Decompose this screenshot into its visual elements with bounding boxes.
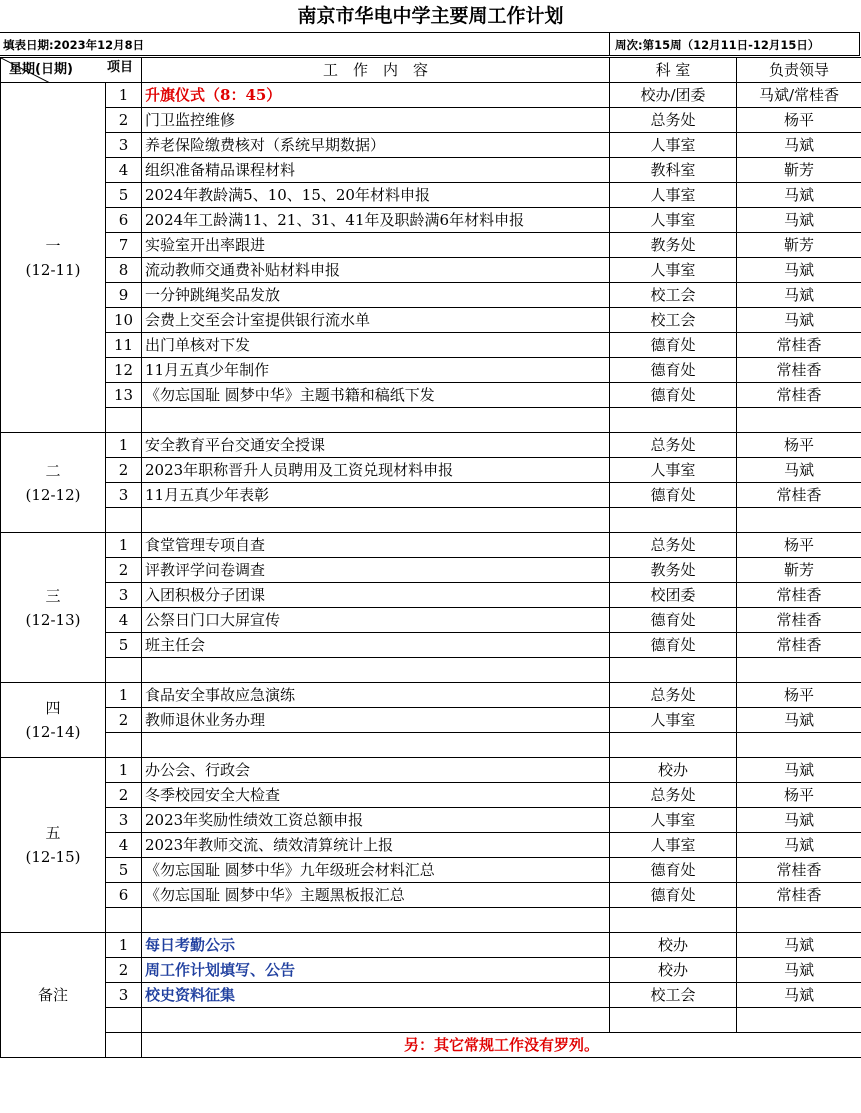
table-row	[1, 758, 861, 783]
table-row	[1, 708, 861, 733]
item-content: 食堂管理专项自查	[142, 533, 610, 558]
day-name: 一	[45, 236, 61, 255]
item-leader: 马斌	[737, 833, 861, 858]
item-dept: 人事室	[610, 133, 737, 158]
item-dept: 德育处	[610, 633, 737, 658]
table-row	[1, 208, 861, 233]
blank-cell	[737, 408, 861, 433]
item-number: 2	[106, 783, 142, 808]
item-leader: 马斌/常桂香	[737, 83, 861, 108]
item-content: 出门单核对下发	[142, 333, 610, 358]
item-leader: 马斌	[737, 708, 861, 733]
item-dept: 总务处	[610, 783, 737, 808]
item-content: 评教评学问卷调查	[142, 558, 610, 583]
week-info: 周次:第15周（12月11日-12月15日）	[609, 32, 860, 56]
item-content: 校史资料征集	[142, 983, 610, 1008]
table-row	[1, 433, 861, 458]
item-dept: 教务处	[610, 558, 737, 583]
blank-cell	[610, 908, 737, 933]
blank-row	[1, 408, 861, 433]
blank-cell	[106, 1008, 142, 1033]
table-row	[1, 983, 861, 1008]
item-leader: 常桂香	[737, 583, 861, 608]
item-content: 一分钟跳绳奖品发放	[142, 283, 610, 308]
item-dept: 德育处	[610, 383, 737, 408]
day-name: 五	[45, 824, 61, 842]
blank-cell	[106, 1033, 142, 1058]
work-plan-table	[0, 57, 861, 1058]
header-row	[1, 58, 861, 83]
table-row	[1, 83, 861, 108]
item-number: 7	[106, 233, 142, 258]
item-content: 2024年教龄满5、10、15、20年材料申报	[142, 183, 610, 208]
item-dept: 总务处	[610, 433, 737, 458]
table-row	[1, 933, 861, 958]
item-content: 《勿忘国耻 圆梦中华》主题书籍和稿纸下发	[142, 383, 610, 408]
item-number: 3	[106, 483, 142, 508]
item-number: 1	[106, 683, 142, 708]
blank-cell	[610, 658, 737, 683]
item-content: 周工作计划填写、公告	[142, 958, 610, 983]
day-name: 四	[45, 699, 61, 717]
item-dept: 总务处	[610, 108, 737, 133]
day-date: (12-12)	[25, 485, 81, 504]
item-number: 8	[106, 258, 142, 283]
table-row	[1, 233, 861, 258]
item-content: 11月五真少年表彰	[142, 483, 610, 508]
item-dept: 德育处	[610, 608, 737, 633]
blank-cell	[610, 408, 737, 433]
item-number: 4	[106, 833, 142, 858]
blank-cell	[142, 508, 610, 533]
table-row	[1, 333, 861, 358]
blank-cell	[737, 733, 861, 758]
fill-date: 填表日期:2023年12月8日	[0, 32, 609, 56]
item-dept: 校工会	[610, 283, 737, 308]
item-dept: 教科室	[610, 158, 737, 183]
blank-cell	[106, 408, 142, 433]
day-cell	[1, 758, 106, 933]
table-row	[1, 133, 861, 158]
blank-cell	[737, 508, 861, 533]
header-leader: 负责领导	[737, 58, 861, 83]
item-dept: 德育处	[610, 333, 737, 358]
item-content: 教师退休业务办理	[142, 708, 610, 733]
item-leader: 马斌	[737, 458, 861, 483]
blank-row	[1, 508, 861, 533]
item-dept: 人事室	[610, 183, 737, 208]
table-row	[1, 358, 861, 383]
item-leader: 常桂香	[737, 608, 861, 633]
item-number: 3	[106, 133, 142, 158]
header-weekday-label: 星期(日期)	[9, 62, 73, 77]
item-number: 1	[106, 933, 142, 958]
item-leader: 马斌	[737, 758, 861, 783]
item-content: 安全教育平台交通安全授课	[142, 433, 610, 458]
blank-cell	[142, 658, 610, 683]
table-row	[1, 108, 861, 133]
item-dept: 校工会	[610, 983, 737, 1008]
blank-row	[1, 658, 861, 683]
table-row	[1, 483, 861, 508]
day-cell	[1, 433, 106, 533]
item-dept: 人事室	[610, 808, 737, 833]
item-leader: 靳芳	[737, 558, 861, 583]
item-number: 3	[106, 583, 142, 608]
item-leader: 杨平	[737, 533, 861, 558]
table-row	[1, 558, 861, 583]
item-leader: 常桂香	[737, 333, 861, 358]
item-leader: 杨平	[737, 433, 861, 458]
item-dept: 德育处	[610, 858, 737, 883]
item-dept: 总务处	[610, 683, 737, 708]
item-content: 11月五真少年制作	[142, 358, 610, 383]
blank-cell	[142, 408, 610, 433]
item-leader: 马斌	[737, 308, 861, 333]
table-row	[1, 883, 861, 908]
item-number: 2	[106, 108, 142, 133]
item-content: 食品安全事故应急演练	[142, 683, 610, 708]
item-number: 2	[106, 458, 142, 483]
item-number: 13	[106, 383, 142, 408]
day-date: (12-15)	[25, 848, 81, 866]
item-number: 5	[106, 183, 142, 208]
blank-cell	[610, 733, 737, 758]
item-leader: 常桂香	[737, 858, 861, 883]
header-content: 工 作 内 容	[142, 58, 610, 83]
table-row	[1, 633, 861, 658]
item-number: 3	[106, 983, 142, 1008]
table-row	[1, 608, 861, 633]
blank-cell	[142, 733, 610, 758]
table-row	[1, 308, 861, 333]
item-content: 冬季校园安全大检查	[142, 783, 610, 808]
item-content: 班主任会	[142, 633, 610, 658]
blank-cell	[106, 908, 142, 933]
item-dept: 校团委	[610, 583, 737, 608]
item-dept: 人事室	[610, 708, 737, 733]
item-number: 12	[106, 358, 142, 383]
blank-cell	[737, 908, 861, 933]
table-row	[1, 808, 861, 833]
item-leader: 常桂香	[737, 483, 861, 508]
item-dept: 德育处	[610, 358, 737, 383]
blank-row	[1, 908, 861, 933]
header-item-label: 项目	[106, 60, 133, 75]
blank-cell	[610, 508, 737, 533]
item-leader: 靳芳	[737, 158, 861, 183]
table-row	[1, 283, 861, 308]
item-leader: 常桂香	[737, 883, 861, 908]
header-dept: 科 室	[610, 58, 737, 83]
item-content: 2023年教师交流、绩效清算统计上报	[142, 833, 610, 858]
item-leader: 常桂香	[737, 383, 861, 408]
blank-row	[1, 733, 861, 758]
table-row	[1, 158, 861, 183]
item-leader: 马斌	[737, 258, 861, 283]
table-row	[1, 783, 861, 808]
header-corner-cell	[1, 58, 142, 83]
item-dept: 校工会	[610, 308, 737, 333]
work-plan-body	[1, 58, 861, 1058]
day-name: 二	[45, 461, 61, 480]
table-row	[1, 958, 861, 983]
blank-cell	[142, 908, 610, 933]
item-number: 6	[106, 208, 142, 233]
day-name: 备注	[37, 986, 68, 1004]
day-name: 三	[45, 586, 61, 605]
item-leader: 常桂香	[737, 358, 861, 383]
item-content: 每日考勤公示	[142, 933, 610, 958]
item-content: 会费上交至会计室提供银行流水单	[142, 308, 610, 333]
item-content: 实验室开出率跟进	[142, 233, 610, 258]
item-dept: 人事室	[610, 458, 737, 483]
item-number: 4	[106, 158, 142, 183]
item-content: 组织准备精品课程材料	[142, 158, 610, 183]
item-dept: 人事室	[610, 833, 737, 858]
item-content: 门卫监控维修	[142, 108, 610, 133]
day-cell	[1, 683, 106, 758]
table-row	[1, 833, 861, 858]
day-cell	[1, 83, 106, 433]
item-number: 11	[106, 333, 142, 358]
item-dept: 校办/团委	[610, 83, 737, 108]
item-number: 1	[106, 533, 142, 558]
page-title: 南京市华电中学主要周工作计划	[297, 5, 564, 27]
other-note: 另：其它常规工作没有罗列。	[142, 1033, 861, 1058]
item-content: 《勿忘国耻 圆梦中华》九年级班会材料汇总	[142, 858, 610, 883]
day-date: (12-11)	[25, 260, 81, 279]
item-leader: 杨平	[737, 108, 861, 133]
other-row	[1, 1033, 861, 1058]
item-dept: 校办	[610, 958, 737, 983]
item-dept: 校办	[610, 758, 737, 783]
blank-cell	[610, 1008, 737, 1033]
blank-cell	[106, 508, 142, 533]
item-number: 5	[106, 633, 142, 658]
table-row	[1, 383, 861, 408]
item-leader: 马斌	[737, 133, 861, 158]
item-dept: 总务处	[610, 533, 737, 558]
item-number: 4	[106, 608, 142, 633]
item-number: 1	[106, 83, 142, 108]
item-content: 2024年工龄满11、21、31、41年及职龄满6年材料申报	[142, 208, 610, 233]
item-content: 流动教师交通费补贴材料申报	[142, 258, 610, 283]
item-dept: 德育处	[610, 883, 737, 908]
day-cell	[1, 933, 106, 1058]
item-dept: 德育处	[610, 483, 737, 508]
item-number: 9	[106, 283, 142, 308]
item-leader: 马斌	[737, 208, 861, 233]
table-row	[1, 458, 861, 483]
table-row	[1, 183, 861, 208]
item-dept: 人事室	[610, 258, 737, 283]
table-row	[1, 858, 861, 883]
blank-cell	[737, 1008, 861, 1033]
item-number: 2	[106, 708, 142, 733]
item-number: 2	[106, 558, 142, 583]
day-cell	[1, 533, 106, 683]
item-content: 养老保险缴费核对（系统早期数据）	[142, 133, 610, 158]
item-dept: 人事室	[610, 208, 737, 233]
blank-cell	[106, 658, 142, 683]
item-number: 10	[106, 308, 142, 333]
item-content: 办公会、行政会	[142, 758, 610, 783]
item-number: 6	[106, 883, 142, 908]
blank-cell	[737, 658, 861, 683]
item-content: 公祭日门口大屏宣传	[142, 608, 610, 633]
item-number: 3	[106, 808, 142, 833]
item-leader: 马斌	[737, 958, 861, 983]
item-content: 升旗仪式（8：45）	[142, 83, 610, 108]
day-date: (12-13)	[25, 610, 81, 629]
item-number: 2	[106, 958, 142, 983]
item-leader: 杨平	[737, 683, 861, 708]
item-leader: 马斌	[737, 808, 861, 833]
item-leader: 杨平	[737, 783, 861, 808]
item-content: 2023年职称晋升人员聘用及工资兑现材料申报	[142, 458, 610, 483]
blank-cell	[106, 733, 142, 758]
item-leader: 常桂香	[737, 633, 861, 658]
table-row	[1, 583, 861, 608]
item-leader: 马斌	[737, 283, 861, 308]
table-row	[1, 258, 861, 283]
item-content: 入团积极分子团课	[142, 583, 610, 608]
table-row	[1, 683, 861, 708]
item-dept: 校办	[610, 933, 737, 958]
item-leader: 马斌	[737, 933, 861, 958]
item-number: 1	[106, 758, 142, 783]
item-content: 2023年奖励性绩效工资总额申报	[142, 808, 610, 833]
item-leader: 靳芳	[737, 233, 861, 258]
table-row	[1, 533, 861, 558]
blank-cell	[142, 1008, 610, 1033]
day-date: (12-14)	[25, 723, 81, 741]
item-leader: 马斌	[737, 183, 861, 208]
item-content: 《勿忘国耻 圆梦中华》主题黑板报汇总	[142, 883, 610, 908]
item-number: 1	[106, 433, 142, 458]
item-number: 5	[106, 858, 142, 883]
item-dept: 教务处	[610, 233, 737, 258]
blank-row	[1, 1008, 861, 1033]
item-leader: 马斌	[737, 983, 861, 1008]
